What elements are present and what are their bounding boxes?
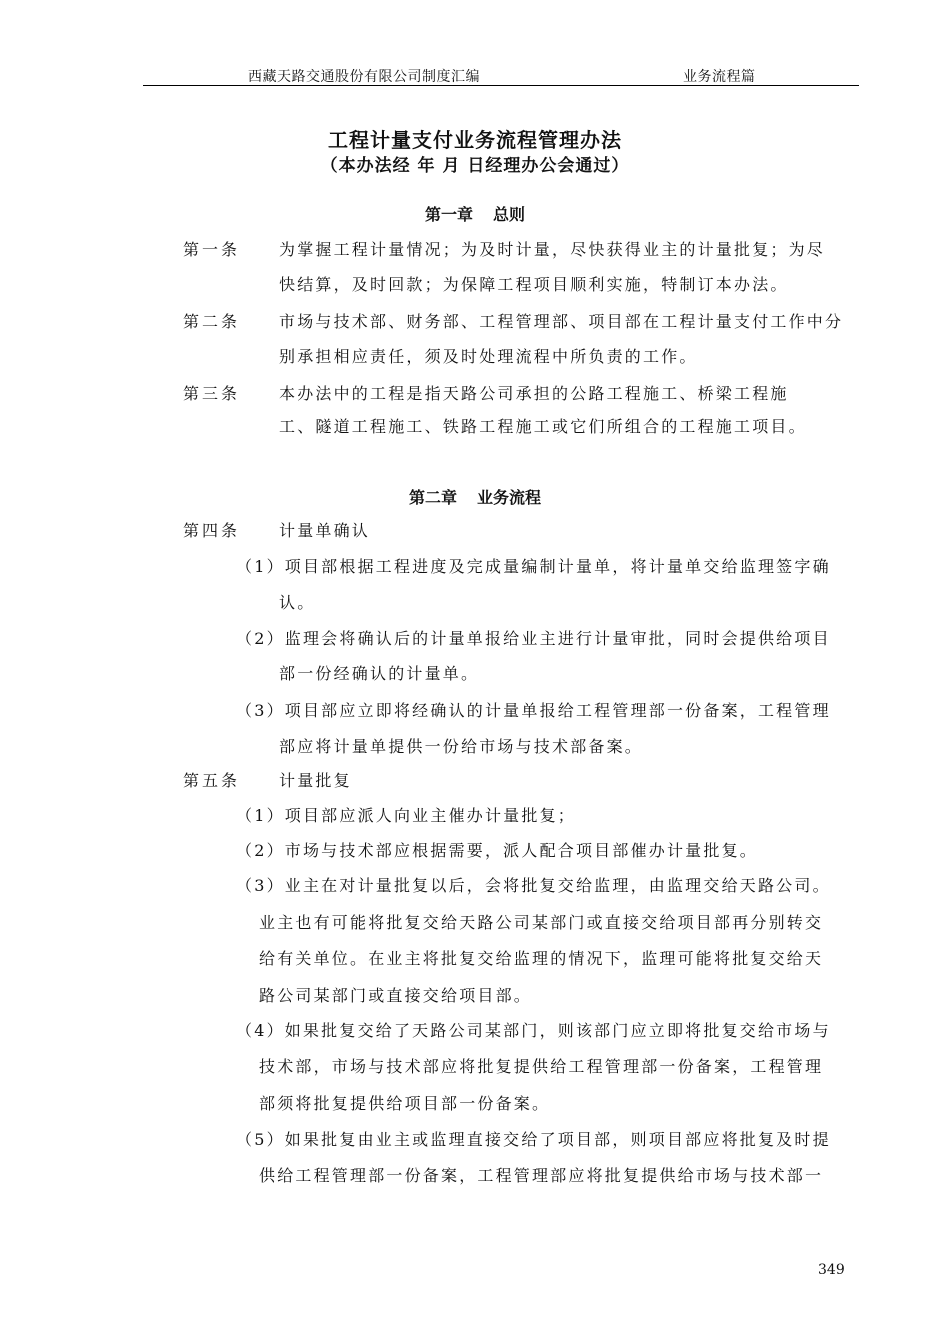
article-5-item-1: （1）项目部应派人向业主催办计量批复； <box>236 806 576 825</box>
header-company-title: 西藏天路交通股份有限公司制度汇编 <box>248 69 480 85</box>
article-5-item-3-cont: 给有关单位。在业主将批复交给监理的情况下，监理可能将批复交给天 <box>259 949 824 968</box>
document-subtitle: （本办法经 年 月 日经理办公会通过） <box>320 156 630 176</box>
document-title: 工程计量支付业务流程管理办法 <box>328 128 622 152</box>
header-divider <box>143 85 859 86</box>
article-3-line: 工、隧道工程施工、铁路工程施工或它们所组合的工程施工项目。 <box>279 417 807 436</box>
chapter-2-heading <box>0 485 950 508</box>
article-5-label: 第五条 <box>183 771 241 790</box>
chapter-1-heading <box>0 202 950 225</box>
article-1-line: 快结算，及时回款；为保障工程项目顺利实施，特制订本办法。 <box>279 275 789 294</box>
article-4-item-3: （3）项目部应立即将经确认的计量单报给工程管理部一份备案，工程管理 <box>236 701 831 720</box>
article-5-item-3-cont: 路公司某部门或直接交给项目部。 <box>259 986 533 1005</box>
article-4-item-2-cont: 部一份经确认的计量单。 <box>279 664 480 683</box>
article-5-item-4-cont: 技术部，市场与技术部应将批复提供给工程管理部一份备案，工程管理 <box>259 1057 824 1076</box>
chapter-2-name: 业务流程 <box>477 488 542 507</box>
article-4-item-2: （2）监理会将确认后的计量单报给业主进行计量审批，同时会提供给项目 <box>236 629 831 648</box>
article-5-item-2: （2）市场与技术部应根据需要，派人配合项目部催办计量批复。 <box>236 841 758 860</box>
article-2-line: 别承担相应责任，须及时处理流程中所负责的工作。 <box>279 347 698 366</box>
article-5-item-3-cont: 业主也有可能将批复交给天路公司某部门或直接交给项目部再分别转交 <box>259 913 824 932</box>
chapter-2-number: 第二章 <box>408 488 457 507</box>
article-3-line: 本办法中的工程是指天路公司承担的公路工程施工、桥梁工程施 <box>279 384 789 403</box>
article-3-label: 第三条 <box>183 384 241 403</box>
header-section-title: 业务流程篇 <box>683 69 756 85</box>
article-1-label: 第一条 <box>183 240 241 259</box>
article-4-item-1-cont: 认。 <box>279 593 316 612</box>
article-4-item-1: （1）项目部根据工程进度及完成量编制计量单，将计量单交给监理签字确 <box>236 557 831 576</box>
article-5-item-3: （3）业主在对计量批复以后，会将批复交给监理，由监理交给天路公司。 <box>236 876 831 895</box>
page-header <box>0 0 950 90</box>
chapter-1-name: 总则 <box>493 205 526 224</box>
article-5-item-4-cont: 部须将批复提供给项目部一份备案。 <box>259 1094 551 1113</box>
article-4-title: 计量单确认 <box>279 521 371 540</box>
article-2-label: 第二条 <box>183 312 241 331</box>
article-2-line: 市场与技术部、财务部、工程管理部、项目部在工程计量支付工作中分 <box>279 312 844 331</box>
article-4-item-3-cont: 部应将计量单提供一份给市场与技术部备案。 <box>279 737 644 756</box>
article-4-label: 第四条 <box>183 521 241 540</box>
article-5-item-5-cont: 供给工程管理部一份备案，工程管理部应将批复提供给市场与技术部一 <box>259 1166 824 1185</box>
article-1-line: 为掌握工程计量情况；为及时计量，尽快获得业主的计量批复；为尽 <box>279 240 826 259</box>
article-5-item-4: （4）如果批复交给了天路公司某部门，则该部门应立即将批复交给市场与 <box>236 1021 831 1040</box>
chapter-1-number: 第一章 <box>424 205 473 224</box>
page-number: 349 <box>818 1262 845 1278</box>
article-5-title: 计量批复 <box>279 771 352 790</box>
article-5-item-5: （5）如果批复由业主或监理直接交给了项目部，则项目部应将批复及时提 <box>236 1130 831 1149</box>
